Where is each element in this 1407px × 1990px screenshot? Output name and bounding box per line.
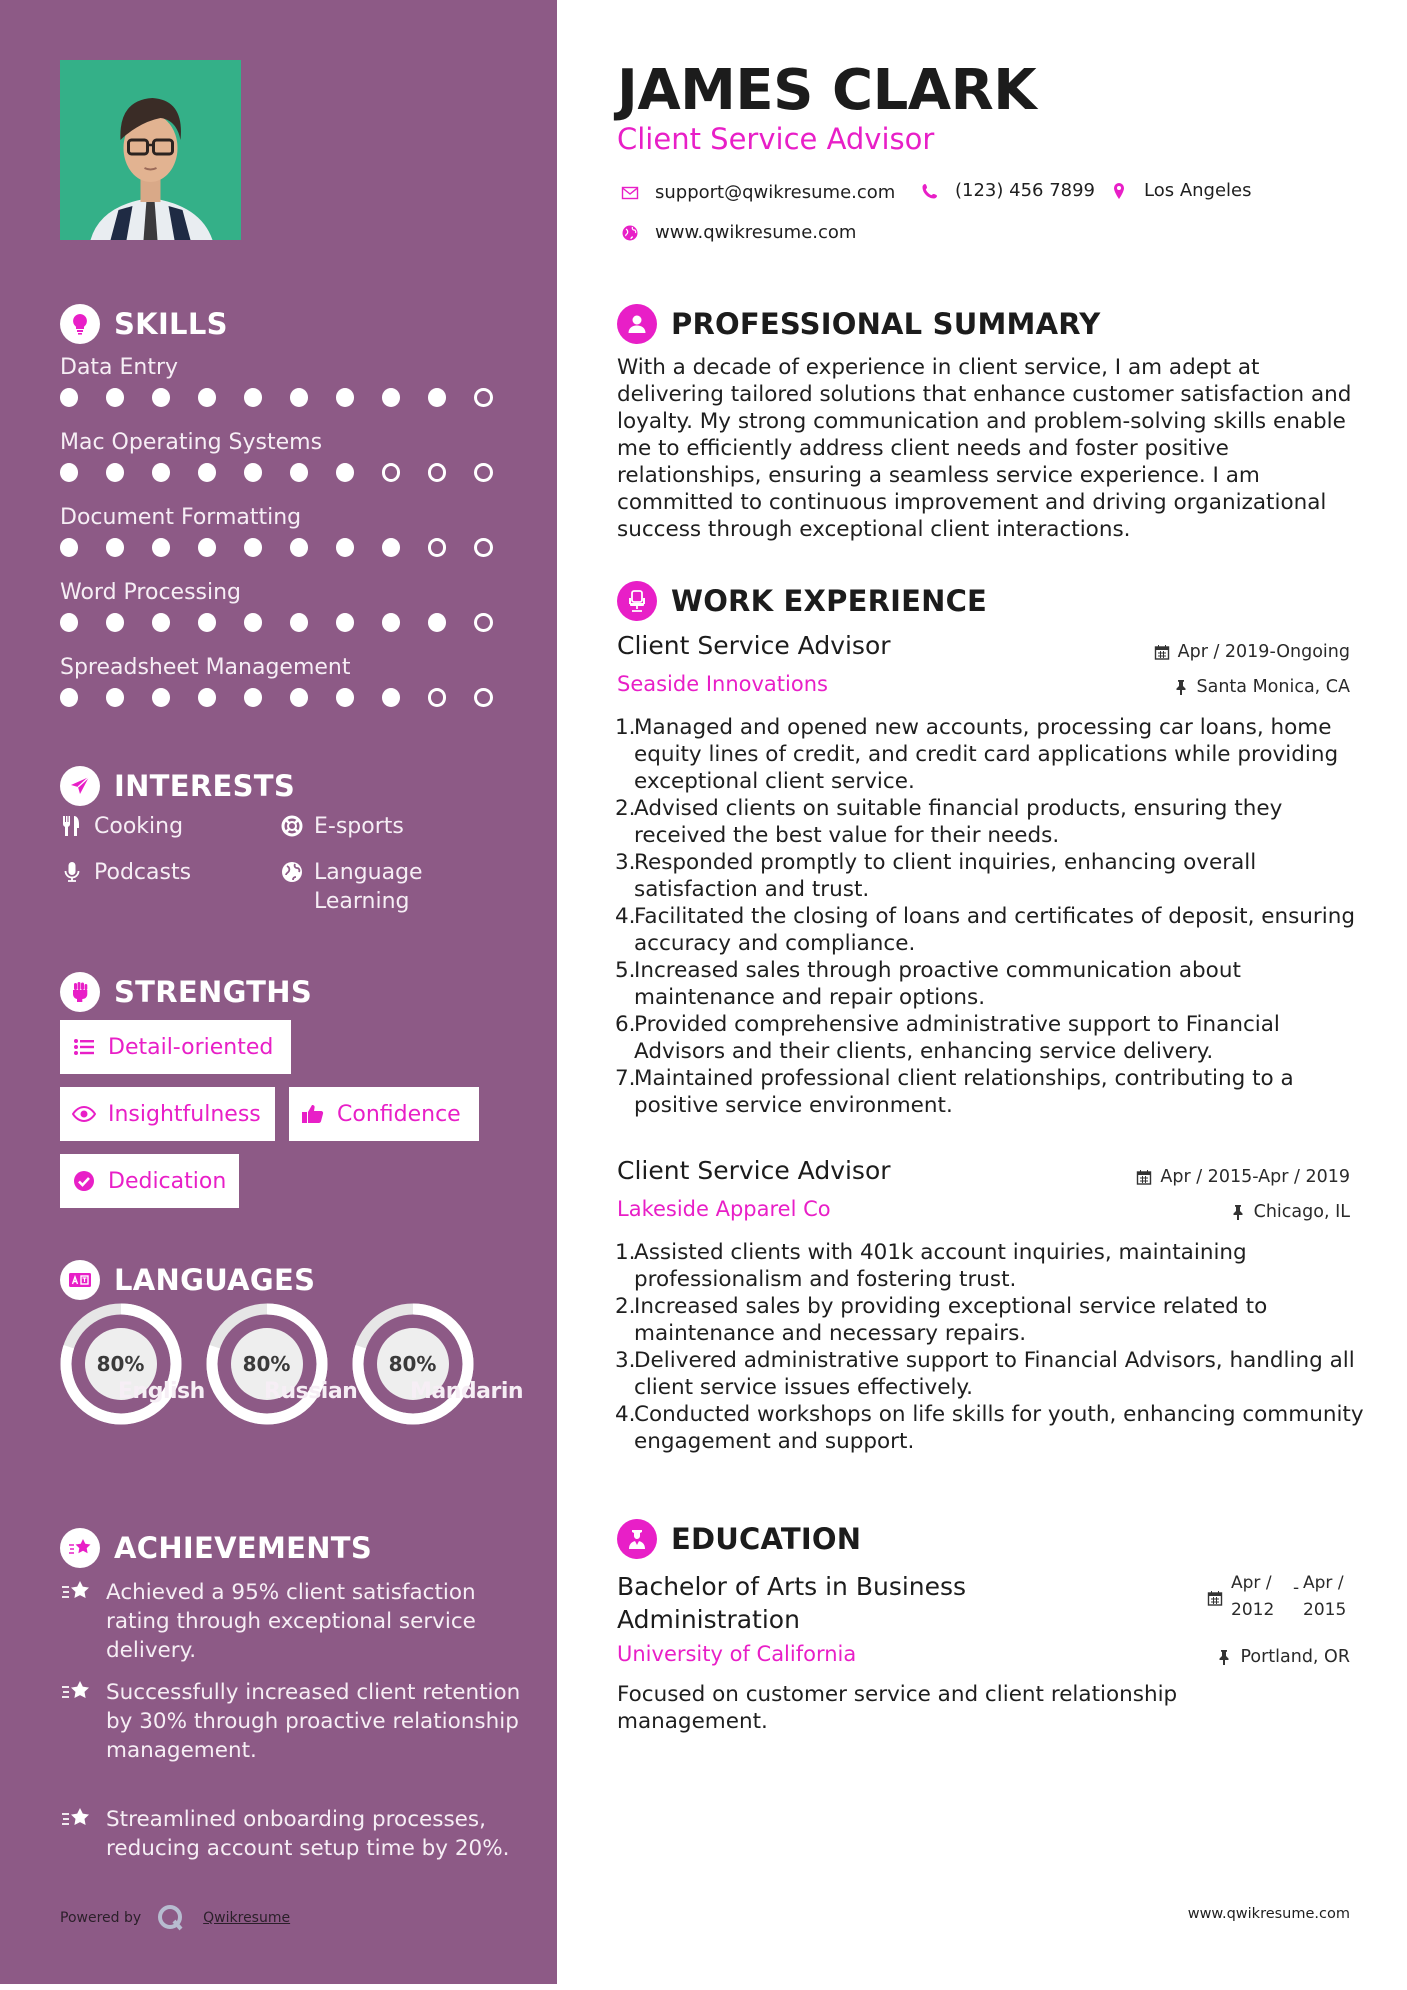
interests-heading	[60, 766, 295, 806]
language-item	[204, 1303, 358, 1425]
job-bullet: 7. Maintained professional client relationships, contributing to a positive service environment.	[615, 1066, 1294, 1118]
rating-dot-filled	[198, 463, 216, 482]
education-end: Apr / 2015	[1303, 1573, 1347, 1620]
email-value: support@qwikresume.com	[655, 182, 896, 203]
language-name: Russian	[264, 1379, 358, 1404]
strength-chip	[60, 1020, 291, 1074]
profile-photo	[60, 60, 241, 240]
rating-dot-filled	[336, 688, 354, 707]
skills-title: SKILLS	[114, 307, 228, 341]
rating-dot-filled	[382, 538, 400, 557]
skill-mac-operating-systems	[60, 429, 520, 482]
language-name: Mandarin	[410, 1379, 524, 1404]
candidate-name: JAMES CLARK	[617, 58, 1037, 123]
interest-label: E-sports	[314, 814, 404, 839]
job-bullet: 5. Increased sales through proactive communication about maintenance and repair options.	[615, 958, 1241, 1010]
job-bullet: 3. Responded promptly to client inquiries, enhancing overall satisfaction and trust.	[615, 850, 1257, 902]
languages-title: LANGUAGES	[114, 1263, 316, 1297]
rating-dot-filled	[60, 538, 78, 557]
strength-label: Detail-oriented	[108, 1034, 274, 1060]
skill-rating	[60, 688, 520, 707]
shooting-star-icon	[60, 1678, 92, 1706]
rating-dot-filled	[244, 538, 262, 557]
experience-heading	[617, 581, 987, 621]
skill-label: Mac Operating Systems	[60, 430, 323, 455]
job-bullet: 1. Managed and opened new accounts, processing car loans, home equity lines of credit, and credit card applications while providing exceptional client service.	[615, 715, 1339, 794]
calendar-icon	[1207, 1588, 1223, 1604]
rating-dot-filled	[106, 463, 124, 482]
rating-dot-filled	[198, 613, 216, 632]
rating-dot-empty	[428, 538, 447, 557]
rating-dot-filled	[244, 463, 262, 482]
interest-item	[60, 812, 183, 841]
qwikresume-link[interactable]: Qwikresume	[203, 1910, 291, 1926]
rating-dot-empty	[474, 688, 493, 707]
map-pin-icon	[1110, 182, 1128, 200]
strength-chip	[289, 1087, 479, 1141]
strengths-title: STRENGTHS	[114, 975, 313, 1009]
rating-dot-filled	[290, 388, 308, 407]
education-description: Focused on customer service and client relationship management.	[617, 1682, 1178, 1734]
language-name: English	[118, 1379, 205, 1404]
rating-dot-filled	[198, 388, 216, 407]
shooting-star-icon	[60, 1805, 92, 1833]
summary-heading	[617, 304, 1100, 344]
interests-list	[60, 812, 520, 922]
strength-chip	[60, 1087, 275, 1141]
skill-data-entry	[60, 354, 520, 407]
rating-dot-filled	[382, 688, 400, 707]
microphone-icon	[60, 860, 84, 884]
achievement-item	[60, 1805, 530, 1863]
rating-dot-filled	[152, 388, 170, 407]
job-dates-value: Apr / 2015-Apr / 2019	[1160, 1167, 1350, 1187]
job-bullets	[617, 714, 1377, 1119]
job-location	[1230, 1202, 1350, 1222]
skill-label: Document Formatting	[60, 505, 302, 530]
job-bullet: 4. Conducted workshops on life skills for youth, enhancing community engagement and support.	[615, 1402, 1364, 1454]
location-value: Los Angeles	[1144, 180, 1252, 201]
rating-dot-filled	[152, 688, 170, 707]
education-location-value: Portland, OR	[1240, 1647, 1350, 1667]
summary-title: PROFESSIONAL SUMMARY	[671, 307, 1101, 341]
languages-heading	[60, 1260, 315, 1300]
skill-rating	[60, 613, 520, 632]
eye-icon	[72, 1102, 96, 1126]
job-bullet: 3. Delivered administrative support to Financial Advisors, handling all client service issues effectively.	[615, 1348, 1355, 1400]
job-bullet: 1. Assisted clients with 401k account inquiries, maintaining professionalism and fostering trust.	[615, 1240, 1247, 1292]
education-title: EDUCATION	[671, 1522, 862, 1556]
rating-dot-filled	[60, 388, 78, 407]
language-progress-ring	[206, 1303, 328, 1425]
skill-label: Data Entry	[60, 355, 179, 380]
utensils-icon	[60, 814, 84, 838]
job-bullet: 6. Provided comprehensive administrative support to Financial Advisors and their clients, enhancing service delivery.	[615, 1012, 1280, 1064]
pushpin-icon	[1230, 1204, 1246, 1220]
job-location	[1173, 677, 1351, 697]
rating-dot-filled	[106, 538, 124, 557]
language-item	[350, 1303, 524, 1425]
job-bullet: 2. Increased sales by providing exceptional service related to maintenance and necessary repairs.	[615, 1294, 1268, 1346]
achievements-heading	[60, 1528, 372, 1568]
education-date-separator: -	[1293, 1578, 1300, 1598]
pushpin-icon	[1173, 679, 1189, 695]
check-circle-icon	[72, 1169, 96, 1193]
skills-heading	[60, 304, 228, 344]
paper-plane-icon	[60, 766, 100, 806]
rating-dot-empty	[382, 463, 401, 482]
rating-dot-filled	[290, 463, 308, 482]
envelope-icon	[621, 184, 639, 202]
interests-title: INTERESTS	[114, 769, 296, 803]
experience-title: WORK EXPERIENCE	[671, 584, 988, 618]
globe-icon	[280, 860, 304, 884]
qwikresume-logo-icon	[157, 1904, 185, 1932]
strengths-heading	[60, 972, 312, 1012]
language-percent: 80%	[388, 1352, 437, 1376]
main-content	[557, 0, 1407, 1990]
interest-item	[280, 812, 404, 841]
phone-value: (123) 456 7899	[955, 180, 1096, 201]
language-percent: 80%	[242, 1352, 291, 1376]
footer-url[interactable]: www.qwikresume.com	[1187, 1906, 1350, 1922]
skill-word-processing	[60, 579, 520, 632]
language-percent: 80%	[96, 1352, 145, 1376]
strength-label: Confidence	[337, 1101, 461, 1127]
rating-dot-empty	[474, 613, 493, 632]
job-dates-value: Apr / 2019-Ongoing	[1177, 642, 1350, 662]
rating-dot-filled	[336, 538, 354, 557]
education-school: University of California	[617, 1642, 857, 1666]
rating-dot-filled	[290, 538, 308, 557]
education-location	[1216, 1647, 1350, 1667]
rating-dot-filled	[428, 388, 446, 407]
skill-spreadsheet-management	[60, 654, 520, 707]
language-progress-ring	[352, 1303, 474, 1425]
language-item	[58, 1303, 205, 1425]
skill-label: Word Processing	[60, 580, 242, 605]
translate-icon	[60, 1260, 100, 1300]
rating-dot-empty	[474, 388, 493, 407]
pushpin-icon	[1216, 1649, 1232, 1665]
education-heading	[617, 1519, 861, 1559]
rating-dot-filled	[106, 613, 124, 632]
rating-dot-filled	[60, 688, 78, 707]
powered-by-label: Powered by	[60, 1910, 142, 1926]
profile-photo-illustration	[60, 60, 241, 240]
globe-icon	[621, 224, 639, 242]
education-degree: Bachelor of Arts in Business Administration	[617, 1572, 967, 1634]
rating-dot-filled	[60, 463, 78, 482]
list-icon	[72, 1035, 96, 1059]
achievement-item	[60, 1678, 530, 1765]
rating-dot-empty	[428, 688, 447, 707]
rating-dot-filled	[106, 388, 124, 407]
rating-dot-filled	[336, 463, 354, 482]
job-dates	[1154, 642, 1350, 662]
job-title: Client Service Advisor	[617, 1156, 891, 1185]
rating-dot-filled	[244, 388, 262, 407]
rating-dot-filled	[290, 613, 308, 632]
rating-dot-filled	[198, 538, 216, 557]
job-company: Seaside Innovations	[617, 672, 828, 696]
job-title: Client Service Advisor	[617, 631, 891, 660]
rating-dot-empty	[474, 463, 493, 482]
education-dates	[1207, 1570, 1355, 1624]
skill-rating	[60, 388, 520, 407]
rating-dot-filled	[382, 613, 400, 632]
rating-dot-filled	[244, 613, 262, 632]
job-bullet: 4. Facilitated the closing of loans and certificates of deposit, ensuring accuracy and compliance.	[615, 904, 1356, 956]
shooting-star-icon	[60, 1578, 92, 1606]
thumbs-up-icon	[301, 1102, 325, 1126]
rating-dot-filled	[244, 688, 262, 707]
candidate-title: Client Service Advisor	[617, 122, 935, 156]
rating-dot-filled	[152, 538, 170, 557]
summary-text: With a decade of experience in client service, I am adept at delivering tailored solutions that enhance customer satisfaction and loyalty. My strong communication and problem-solving skills enable me to efficiently address client needs and foster positive relationships, ensuring a seamless service experience. I am committed to continuous improvement and driving organizational success through exceptional client interactions.	[617, 355, 1352, 542]
rating-dot-filled	[60, 613, 78, 632]
rating-dot-empty	[428, 463, 447, 482]
strength-label: Insightfulness	[108, 1101, 261, 1127]
contact-email[interactable]	[621, 182, 895, 203]
rating-dot-filled	[198, 688, 216, 707]
rating-dot-filled	[428, 613, 446, 632]
interest-label: Podcasts	[94, 860, 192, 885]
contact-location	[1110, 180, 1252, 201]
language-progress-ring	[60, 1303, 182, 1425]
interest-label: Cooking	[94, 814, 184, 839]
strength-chip	[60, 1154, 239, 1208]
rating-dot-filled	[106, 688, 124, 707]
rating-dot-empty	[474, 538, 493, 557]
lightbulb-icon	[60, 304, 100, 344]
rating-dot-filled	[152, 613, 170, 632]
rating-dot-filled	[290, 688, 308, 707]
contact-phone[interactable]	[921, 180, 1095, 201]
job-company: Lakeside Apparel Co	[617, 1197, 831, 1221]
graduate-icon	[617, 1519, 657, 1559]
skill-rating	[60, 463, 520, 482]
office-chair-icon	[617, 581, 657, 621]
achievement-text: Streamlined onboarding processes, reducing account setup time by 20%.	[106, 1807, 510, 1861]
shooting-star-icon	[60, 1528, 100, 1568]
job-bullet: 2. Advised clients on suitable financial products, ensuring they received the best value for their needs.	[615, 796, 1283, 848]
job-location-value: Chicago, IL	[1253, 1202, 1350, 1222]
powered-by	[60, 1904, 290, 1932]
achievements-title: ACHIEVEMENTS	[114, 1531, 373, 1565]
rating-dot-filled	[382, 388, 400, 407]
skill-rating	[60, 538, 520, 557]
strength-label: Dedication	[108, 1168, 227, 1194]
calendar-icon	[1154, 644, 1170, 660]
rating-dot-filled	[152, 463, 170, 482]
rating-dot-filled	[336, 613, 354, 632]
skill-label: Spreadsheet Management	[60, 655, 351, 680]
languages-list	[58, 1303, 528, 1473]
job-bullets	[617, 1239, 1377, 1455]
job-dates	[1136, 1167, 1350, 1187]
website-value: www.qwikresume.com	[655, 222, 857, 243]
job-location-value: Santa Monica, CA	[1196, 677, 1350, 697]
fist-icon	[60, 972, 100, 1012]
skill-document-formatting	[60, 504, 520, 557]
education-start: Apr / 2012	[1231, 1573, 1275, 1620]
contact-website[interactable]	[621, 222, 856, 243]
interest-item	[280, 858, 430, 916]
user-icon	[617, 304, 657, 344]
phone-icon	[921, 182, 939, 200]
achievement-text: Achieved a 95% client satisfaction rating through exceptional service delivery.	[106, 1580, 476, 1663]
interest-item	[60, 858, 191, 887]
life-ring-icon	[280, 814, 304, 838]
calendar-icon	[1136, 1169, 1152, 1185]
achievement-text: Successfully increased client retention by 30% through proactive relationship management.	[106, 1680, 521, 1763]
sidebar	[0, 0, 557, 1984]
achievement-item	[60, 1578, 530, 1665]
interest-label: Language Learning	[314, 860, 423, 914]
rating-dot-filled	[336, 388, 354, 407]
